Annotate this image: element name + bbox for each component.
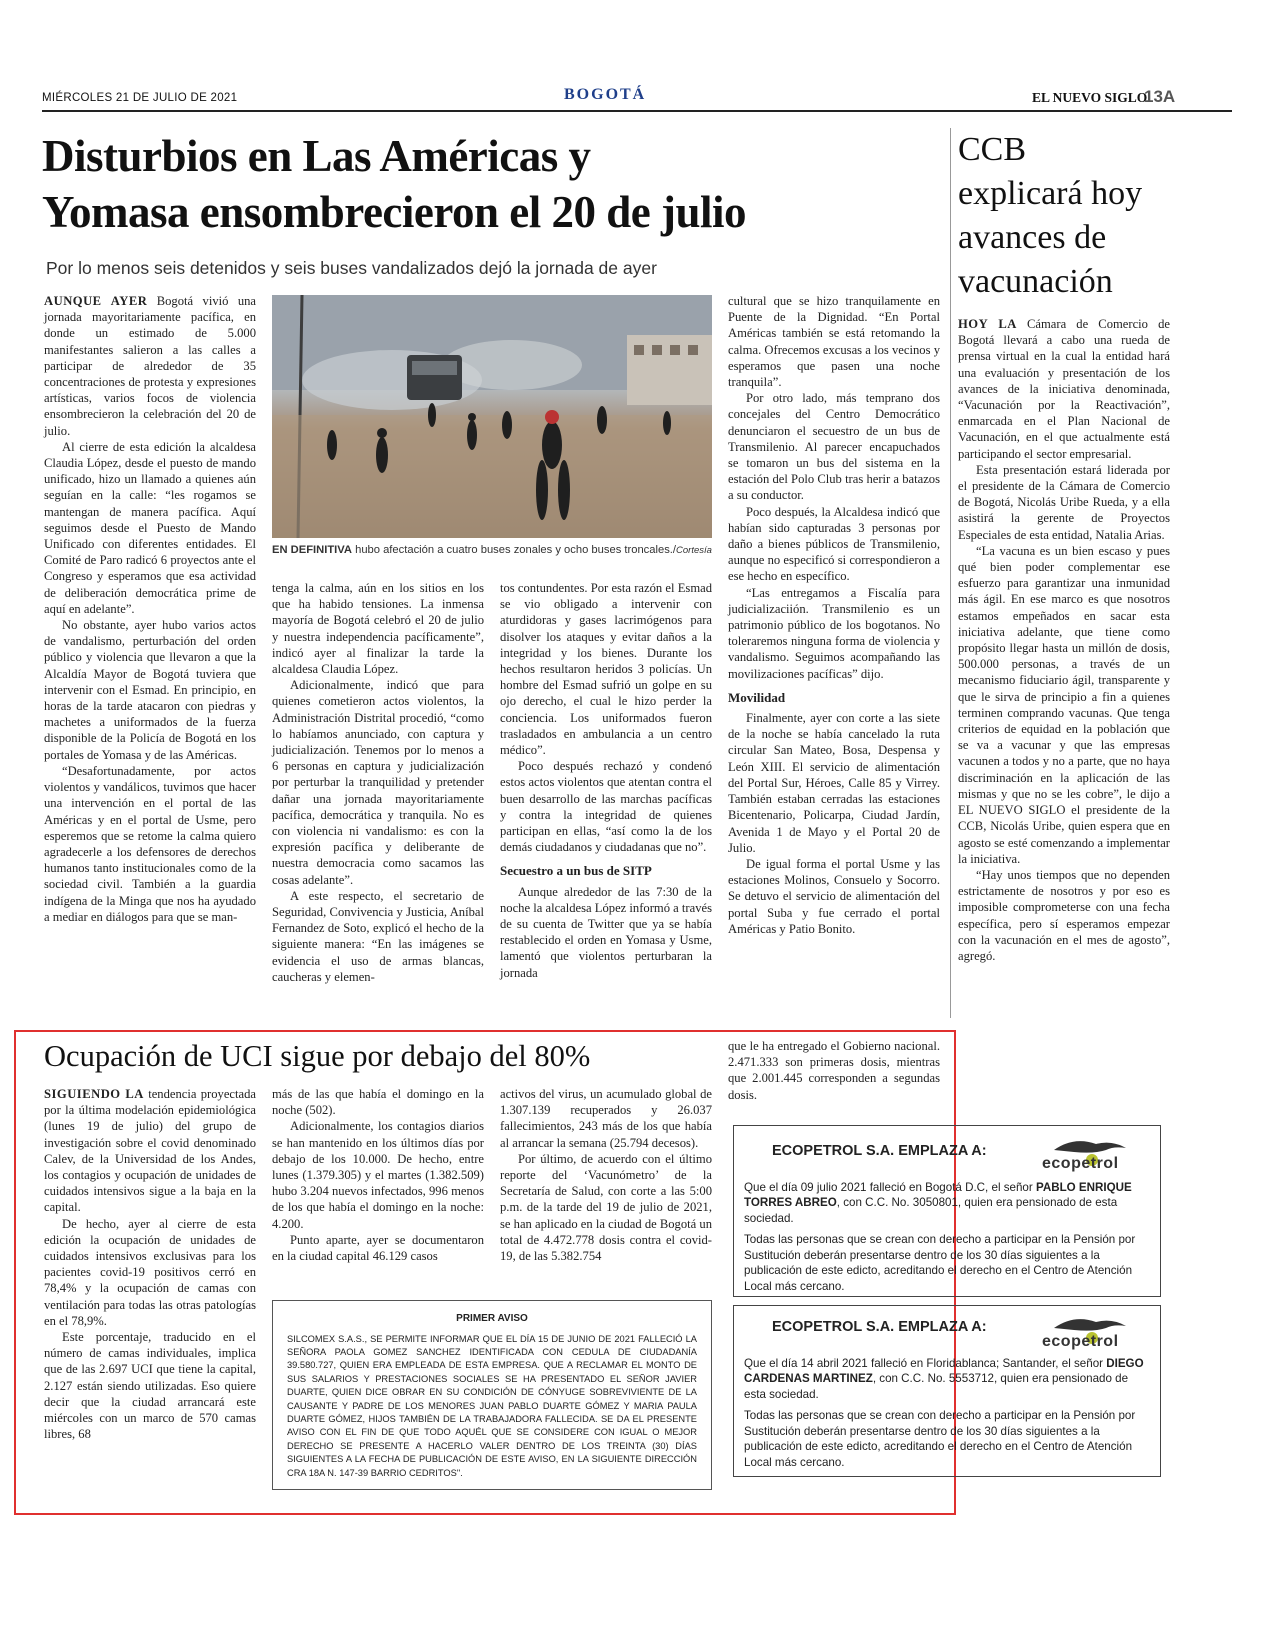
main-paragraph: Poco después rechazó y condenó estos actos violentos que atentan contra el buen desarrollo de las marchas pacíficas y contra la integridad de quienes participan en ellas, “así como la de los demás ciudadanos y ciudadanas que no”. — [500, 759, 712, 855]
ccb-headline-line: CCB — [958, 131, 1027, 168]
ccb-lead: HOY LA — [958, 317, 1017, 331]
ad-paragraph — [744, 1356, 1150, 1403]
uci-paragraph: Adicionalmente, los contagios diarios se han mantenido en los últimos días por debajo de los 10.000. De hecho, entre lunes (1.379.305) y el martes (1.382.509) hubo 3.204 nuevos infectados, 996 menos de los que había el domingo en la noche: 4.200. — [272, 1119, 484, 1231]
uci-paragraph: más de las que había el domingo en la noche (502). — [272, 1087, 484, 1118]
uci-paragraph: Punto aparte, ayer se documentaron en la ciudad capital 46.129 casos — [272, 1232, 484, 1264]
ad-paragraph: Todas las personas que se crean con derecho a participar en la Pensión por Sustitución deberán presentarse dentro de los 30 días siguientes a la publicación de este edicto, acreditando el derecho en el Centro de Atención Local más cercano. — [744, 1233, 1136, 1293]
ccb-body — [958, 316, 1170, 964]
main-col-2 — [272, 580, 484, 985]
main-subheading: Secuestro a un bus de SITP — [500, 863, 652, 879]
ecopetrol-logo-text: ecopetrol — [1042, 1155, 1119, 1172]
main-paragraph: A este respecto, el secretario de Seguridad, Convivencia y Justicia, Aníbal Fernandez de Soto, explicó el hecho de la siguiente manera: “En las imágenes se evidencia el uso de armas blancas, caucheras y elemen- — [272, 888, 484, 984]
main-headline-line2: Yomasa ensombrecieron el 20 de julio — [42, 187, 747, 237]
photo-credit: Cortesía — [676, 545, 712, 556]
uci-col-3 — [500, 1086, 712, 1264]
main-col-4 — [728, 293, 940, 937]
ecopetrol-notice-2 — [733, 1305, 1161, 1477]
protest-scene-illustration — [272, 295, 712, 538]
ccb-paragraph: Cámara de Comercio de Bogotá llevará a cabo una rueda de prensa virtual en la cual la entidad hará una evaluación y presentación de los avances de la iniciativa denominada, “Vacunación por la Reactivación”, enmarcada en el Plan Nacional de Vacunación, en el que actualmente está participando el sector empresarial. — [958, 317, 1170, 461]
main-col-1 — [44, 293, 256, 925]
main-paragraph: Poco después, la Alcaldesa indicó que habían sido capturadas 3 personas por daño a bienes públicos de Transmilenio, aunque no especificó si correspondieron a ese hecho en específico. — [728, 504, 940, 584]
main-paragraph: Adicionalmente, indicó que para quienes cometieron actos violentos, la Administración Distrital procedió, “como lo habíamos anunciado, con captura y judicialización. Tenemos por lo menos a 6 personas en captura y judicialización por perturbar la tranquilidad y pretender dañar una jornada mayoritariamente pacífica, democrática y tranquila. No es con violencia ni vandalismo: es con la expresión pacífica y deliberante de nuestra democracia como sacamos las cosas adelante”. — [272, 678, 484, 887]
main-paragraph: Por otro lado, más temprano dos concejales del Centro Democrático denunciaron el secuestro de un bus de Transmilenio. Al parecer encapuchados se tomaron un bus del sistema en la estación del Polo Club tras herir a batazos a su conductor. — [728, 391, 940, 503]
main-paragraph: tenga la calma, aún en los sitios en los que ha habido tensiones. La inmensa mayoría de Bogotá celebró el 20 de julio y nuestra independencia pacíficamente”, indicó ayer al finalizar la tarde la alcaldesa Claudia López. — [272, 581, 484, 677]
photo-caption — [272, 543, 712, 558]
ecopetrol-logo — [1034, 1310, 1154, 1350]
main-paragraph: Al cierre de esta edición la alcaldesa Claudia López, desde el puesto de mando unificado, hizo un llamado a quienes aún seguían en la calle: “les rogamos se mantengan de manera pacífica. Aquí seguimos desde el Puesto de Mando Unificado con diferentes entidades. El Comité de Paro radicó 6 proyectos ante el Congreso y esperamos que esa actividad de deliberación democrática prime de aquí en adelante”. — [44, 439, 256, 616]
main-headline-line1: Disturbios en Las Américas y — [42, 131, 591, 181]
header-rule — [42, 110, 1232, 112]
main-lead: AUNQUE AYER — [44, 294, 148, 308]
silcomex-notice — [272, 1300, 712, 1490]
uci-col-4 — [728, 1038, 940, 1103]
ccb-headline-line: explicará hoy — [958, 175, 1143, 212]
deceased-name: PABLO ENRIQUE TORRES ABREO — [744, 1180, 1132, 1209]
ad-paragraph — [744, 1180, 1150, 1227]
ad-title: ECOPETROL S.A. EMPLAZA A: — [772, 1143, 987, 1159]
issue-date: MIÉRCOLES 21 DE JULIO DE 2021 — [42, 92, 238, 104]
main-paragraph: cultural que se hizo tranquilamente en Puente de la Dignidad. “En Portal Américas también se está retomando la calma. Ofrecemos excusas a los vecinos y esperamos que pasen una noche tranquila”. — [728, 294, 940, 390]
uci-headline: Ocupación de UCI sigue por debajo del 80% — [44, 1039, 591, 1073]
ecopetrol-logo-text: ecopetrol — [1042, 1333, 1119, 1350]
ad-text: , con C.C. No. 3050801, quien era pensionado de esta sociedad. — [744, 1196, 1118, 1225]
ecopetrol-logo — [1034, 1132, 1154, 1172]
uci-lead: SIGUIENDO LA — [44, 1087, 144, 1101]
main-headline — [42, 128, 942, 240]
notice-body: SILCOMEX S.A.S., SE PERMITE INFORMAR QUE EL DÍA 15 DE JUNIO DE 2021 FALLECIÓ LA SEÑORA PAOLA GOMEZ SANCHEZ IDENTIFICADA CON CEDULA DE CIUDADANÍA 39.580.727, QUIEN ERA EMPLEADA DE ESTA EMPRESA. QUE A RECLAMAR EL MONTO DE SUS SALARIOS Y PRESTACIONES SOCIALES SE HA PRESENTADO EL SEÑOR JAVIER DUARTE, QUIEN DICE OBRAR EN SU CONDICIÓN DE CÓNYUGE SOBREVIVIENTE DE LA CAUSANTE Y PADRE DE LOS MENORES JUAN PABLO DUARTE GÓMEZ Y MARIA PAULA DUARTE GÓMEZ, HIJOS TAMBIÉN DE LA TRABAJADORA FALLECIDA. SE DA EL PRESENTE AVISO CON EL FIN DE QUE TODO AQUÉL QUE SE CONSIDERE CON IGUAL O MEJOR DERECHO SE PRESENTE A HACERLO VALER DENTRO DE LOS TREINTA (30) DÍAS SIGUIENTES A LA FECHA DE PUBLICACIÓN DE ESTE AVISO, EN LA SIGUIENTE DIRECCIÓN CRA 18A N. 147-39 BARRIO CEDRITOS". — [287, 1333, 697, 1478]
ad-text: , con C.C. No. 5553712, quien era pensionado de esta sociedad. — [744, 1372, 1129, 1401]
ccb-paragraph: “Hay unos tiempos que no dependen estrictamente de nosotros y por eso es imposible comprometerse con una fecha específica, pero sí esperamos empezar con la vacunación en el mes de agosto”, agregó. — [958, 867, 1170, 963]
photo-caption-text: hubo afectación a cuatro buses zonales y ocho buses troncales./ — [355, 544, 677, 556]
main-paragraph: tos contundentes. Por esta razón el Esmad se vio obligado a intervenir con aturdidoras y gases lacrimógenos para disolver los ataques y evitar daños a la integridad y los bienes. Durante los hechos resultaron heridos 3 policías. Un hombre del Esmad sufrió un golpe en su ojo derecho, el cual le hizo perder la conciencia. Los uniformados fueron trasladados en ambulancia a un centro médico”. — [500, 581, 712, 758]
uci-paragraph: que le ha entregado el Gobierno nacional. 2.471.333 son primeras dosis, mientras que 2.001.445 corresponden a segundas dosis. — [728, 1039, 940, 1102]
deceased-name: DIEGO CARDENAS MARTINEZ — [744, 1356, 1144, 1385]
ad-text: Que el día 09 julio 2021 falleció en Bogotá D.C, el señor — [744, 1180, 1033, 1194]
ccb-paragraph: Esta presentación estará liderada por el presidente de la Cámara de Comercio de Bogotá, Nicolás Uribe Rueda, y a ella asistirá la gerente de Proyectos Especiales de esta entidad, Natalia Arias. — [958, 462, 1170, 542]
page-header — [42, 88, 1232, 110]
uci-col-1 — [44, 1086, 256, 1442]
uci-paragraph: tendencia proyectada por la última modelación epidemiológica (lunes 19 de julio) del grupo de investigación sobre el covid denominado Calev, de la Universidad de los Andes, los contagios y ocupación de unidades de cuidados intensivos sigue a la baja en la capital. — [44, 1087, 256, 1215]
notice-title: PRIMER AVISO — [456, 1313, 528, 1324]
newspaper-name: EL NUEVO SIGLO — [1032, 90, 1148, 105]
main-subhead: Por lo menos seis detenidos y seis buses vandalizados dejó la jornada de ayer — [46, 258, 657, 278]
ecopetrol-notice-1 — [733, 1125, 1161, 1297]
ad-title: ECOPETROL S.A. EMPLAZA A: — [772, 1319, 987, 1335]
column-divider — [950, 128, 951, 1018]
page-number: 13A — [1144, 87, 1176, 106]
ccb-headline-line: vacunación — [958, 263, 1113, 300]
main-paragraph: De igual forma el portal Usme y las estaciones Molinos, Consuelo y Socorro. Se detuvo el servicio de alimentación del portal Suba y fue cerrado el portal Américas y Patio Bonito. — [728, 856, 940, 936]
photo-caption-lead: EN DEFINITIVA — [272, 544, 352, 556]
uci-paragraph: activos del virus, un acumulado global de 1.307.139 recuperados y 26.037 fallecimientos, 243 más de los que había al arrancar la semana (25.794 decesos). — [500, 1087, 712, 1150]
main-paragraph: “Desafortunadamente, por actos violentos y vandálicos, tuvimos que hacer una intervención en el portal de las Américas y en el portal de Usme, pero esperemos que se retome la calma quiero agradecerle a los defensores de derechos humanos tanto institucionales como de la sociedad civil. También a la guardia indígena de la Minga que nos ha ayudado a mediar en diálogos para que se man- — [44, 763, 256, 924]
uci-paragraph: Este porcentaje, traducido en el número de camas individuales, implica que de las 2.697 UCI que tiene la capital, 2.127 están siendo utilizadas. Eso quiere decir que la ciudad arrancará este miércoles con un marco de 570 camas libres, 68 — [44, 1330, 256, 1442]
ccb-headline-line: avances de — [958, 219, 1107, 256]
main-subheading: Movilidad — [728, 689, 786, 705]
section-label: BOGOTÁ — [564, 86, 647, 103]
main-paragraph: No obstante, ayer hubo varios actos de vandalismo, perturbación del orden público y violencia que llevaron a que la Alcaldía Mayor de Bogotá tuviera que intervenir con el Esmad. En principio, en horas de la tarde atacaron con piedras y machetes a uniformados de la fuerza disponible de la Policía de Bogotá en los portales de Yomasa y de las Américas. — [44, 618, 256, 762]
main-paragraph: Bogotá vivió una jornada mayoritariamente pacífica, en donde un estimado de 5.000 manifestantes salieron a las calles a participar de alrededor de 35 concentraciones de protesta y expresiones artísticas, varios focos de violencia ensombrecieron la celebración del 20 de julio. — [44, 294, 256, 438]
ccb-paragraph: “La vacuna es un bien escaso y pues qué bien poder complementar ese esfuerzo para garantizar una inmunidad más ágil. En ese marco es que nosotros estamos empeñados en sacar esta iniciativa adelante, que tiene como propósito llegar hasta un millón de dosis, 500.000 personas, a través de un mecanismo fiduciario ágil, transparente y que le sirva de principio a fin a quienes terminen comprando vacunas. Que tenga criterios de equidad en la población que se va a vacunar y que las empresas vacunen a todos y no a parte, que no haya discriminación en la aplicación de las mismas y que no se les cobre”, le dijo a EL NUEVO SIGLO el presidente de la CCB, Nicolás Uribe, quien espera que en agosto se esté comenzando a implementar la iniciativa. — [958, 543, 1170, 866]
ccb-headline — [958, 128, 1228, 304]
main-paragraph: “Las entregamos a Fiscalía para judicializaciión. Transmilenio es un patrimonio público de los bogotanos. No toleraremos ninguna forma de violencia y vandalismo. Seguimos acompañando las movilizaciones pacíficas” dijo. — [728, 585, 940, 681]
news-photo — [272, 295, 712, 538]
ad-paragraph: Todas las personas que se crean con derecho a participar en la Pensión por Sustitución deberán presentarse dentro de los 30 días siguientes a la publicación de este edicto, acreditando el derecho en el Centro de Atención Local más cercano. — [744, 1409, 1136, 1469]
uci-col-2 — [272, 1086, 484, 1264]
main-paragraph: Aunque alrededor de las 7:30 de la noche la alcaldesa López informó a través de su cuenta de Twitter que ya se había restablecido el orden en Yomasa y Usme, lamentó que violentos perturbaran la jornada — [500, 884, 712, 980]
uci-paragraph: De hecho, ayer al cierre de esta edición la ocupación de unidades de cuidados intensivos exclusivas para los pacientes covid-19 positivos cerró en 78,4% y la ocupación de camas con ventilación para todas las otras patologías en el 78,9%. — [44, 1216, 256, 1328]
main-paragraph: Finalmente, ayer con corte a las siete de la noche se había cancelado la ruta circular San Mateo, Bosa, Despensa y León XIII. El servicio de alimentación del Portal Sur, Héroes, Calle 85 y Virrey. También estaban cerradas las estaciones Bicentenario, Policarpa, Ciudad Jardín, Avenida 1 de Mayo y el Portal 20 de Julio. — [728, 711, 940, 855]
uci-paragraph: Por último, de acuerdo con el último reporte del ‘Vacunómetro’ de la Secretaría de Salud, con corte a las 5:00 p.m. de la tarde del 19 de julio de 2021, se han aplicado en la ciudad de Bogotá un total de 4.472.778 dosis contra el covid-19, de las 5.382.754 — [500, 1151, 712, 1264]
ad-text: Que el día 14 abril 2021 falleció en Floridablanca; Santander, el señor — [744, 1356, 1103, 1370]
main-col-3 — [500, 580, 712, 981]
